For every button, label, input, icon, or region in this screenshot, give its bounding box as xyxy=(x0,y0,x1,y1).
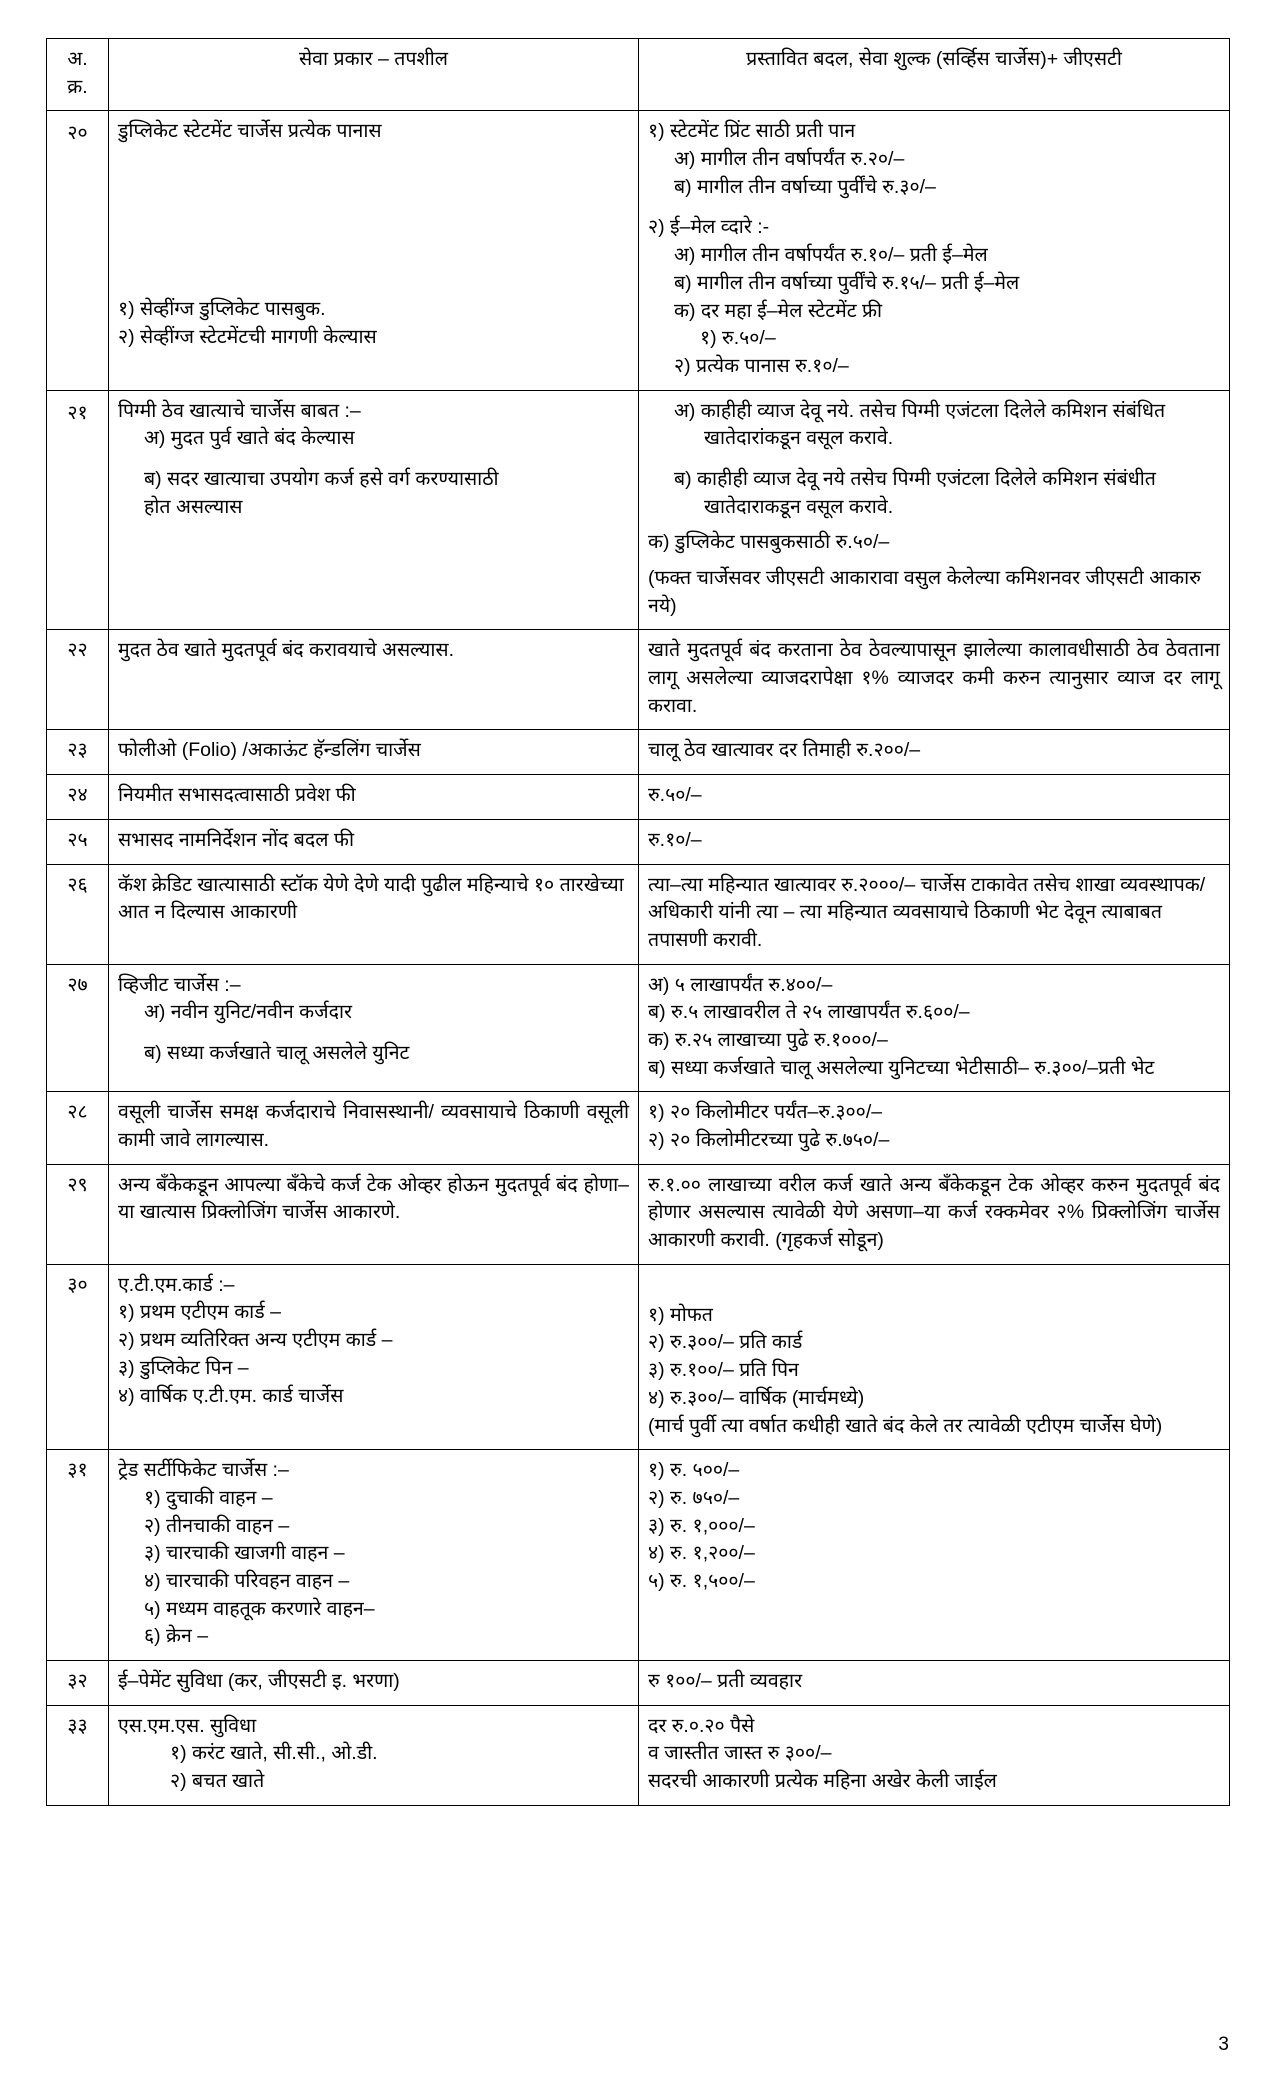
row-charge xyxy=(639,1705,1230,1805)
service-charges-table xyxy=(46,38,1230,1806)
row-charge xyxy=(639,819,1230,864)
charge-line: २) ई–मेल व्दारे :- xyxy=(648,216,770,239)
charge-line: ब) मागील तीन वर्षाच्या पुर्वींचे रु.१५/– प्रती ई–मेल xyxy=(674,271,1020,294)
charge-line: सदरची आकारणी प्रत्येक महिना अखेर केली जाईल xyxy=(648,1770,997,1793)
charge-line: (फक्त चार्जेसवर जीएसटी आकारावा वसुल केलेल्या कमिशनवर जीएसटी आकारु नये) xyxy=(648,567,1201,617)
row-charge xyxy=(639,864,1230,964)
charge-line: १) स्टेटमेंट प्रिंट साठी प्रती पान xyxy=(648,120,856,143)
charge-line: २) २० किलोमीटरच्या पुढे रु.७५०/– xyxy=(648,1129,890,1151)
row-charge xyxy=(639,730,1230,775)
service-line: १) दुचाकी वाहन – xyxy=(144,1486,273,1509)
row-serial: २९ xyxy=(47,1164,109,1264)
table-row xyxy=(47,1092,1230,1164)
table-row xyxy=(47,1164,1230,1264)
charge-line: दर रु.०.२० पैसे xyxy=(648,1714,755,1737)
row-charge xyxy=(639,964,1230,1092)
charge-line: रु.१०/– xyxy=(648,828,702,851)
service-line: १) करंट खाते, सी.सी., ओ.डी. xyxy=(170,1742,378,1765)
charge-line: २) रु. ७५०/– xyxy=(648,1486,740,1509)
table-row xyxy=(47,1661,1230,1706)
spacer xyxy=(648,521,1220,529)
service-line: ४) वार्षिक ए.टी.एम. कार्ड चार्जेस xyxy=(118,1384,344,1407)
row-charge xyxy=(639,1264,1230,1449)
row-service xyxy=(109,964,639,1092)
row-serial: २६ xyxy=(47,864,109,964)
charge-line: क) रु.२५ लाखाच्या पुढे रु.१०००/– xyxy=(648,1028,888,1051)
spacer xyxy=(648,453,1220,466)
charge-line: क) डुप्लिकेट पासबुकसाठी रु.५०/– xyxy=(648,531,890,554)
service-line: ब) सध्या कर्जखाते चालू असलेले युनिट xyxy=(144,1041,410,1064)
row-serial: ३० xyxy=(47,1264,109,1449)
row-service xyxy=(109,1450,639,1661)
header-serial-line1: अ. xyxy=(67,48,88,70)
row-service xyxy=(109,630,639,730)
row-serial: २५ xyxy=(47,819,109,864)
service-line: सभासद नामनिर्देशन नोंद बदल फी xyxy=(118,828,355,851)
table-header xyxy=(47,39,1230,111)
row-serial: २२ xyxy=(47,630,109,730)
table-row xyxy=(47,775,1230,820)
row-serial: २४ xyxy=(47,775,109,820)
service-line: अ) नवीन युनिट/नवीन कर्जदार xyxy=(144,1001,352,1024)
row-service xyxy=(109,1705,639,1805)
spacer xyxy=(118,176,629,206)
charge-line: रु.५०/– xyxy=(648,784,702,807)
charge-line: व जास्तीत जास्त रु ३००/– xyxy=(648,1742,832,1765)
service-line: १) प्रथम एटीएम कार्ड – xyxy=(118,1301,281,1324)
row-service xyxy=(109,390,639,630)
row-charge xyxy=(639,390,1230,630)
service-line: नियमीत सभासदत्वासाठी प्रवेश फी xyxy=(118,784,356,807)
service-line: वसूली चार्जेस समक्ष कर्जदाराचे निवासस्थानी/ व्यवसायाचे ठिकाणी वसूली कामी जावे लागल्यास. xyxy=(118,1101,629,1151)
spacer xyxy=(648,201,1220,214)
spacer xyxy=(118,453,629,466)
charge-line: रु.१.०० लाखाच्या वरील कर्ज खाते अन्य बॅंकेकडून टेक ओव्हर करुन मुदतपूर्व बंद होणार असल्यास त्यावेळी येणे असणा–या कर्ज रक्कमेवर २% प्रिक्लोजिंग चार्जेस आकारणी करावी. (गृहकर्ज सोडून) xyxy=(648,1173,1220,1252)
row-service xyxy=(109,864,639,964)
row-charge xyxy=(639,1164,1230,1264)
charge-line: खाते मुदतपूर्व बंद करताना ठेव ठेवल्यापासून झालेल्या कालावधीसाठी ठेव ठेवताना लागू असलेल्या व्याजदरापेक्षा १% व्याजदर कमी करुन त्यानुसार व्याज दर लागू करावा. xyxy=(648,639,1220,717)
row-service xyxy=(109,1661,639,1706)
service-line: फोलीओ (Folio) /अकाऊंट हॅन्डलिंग चार्जेस xyxy=(118,739,421,762)
row-service xyxy=(109,1264,639,1449)
charge-line: चालू ठेव खात्यावर दर तिमाही रु.२००/– xyxy=(648,739,921,762)
charge-line: १) रु. ५००/– xyxy=(648,1459,740,1482)
row-charge xyxy=(639,630,1230,730)
row-serial: ३२ xyxy=(47,1661,109,1706)
row-service xyxy=(109,1164,639,1264)
service-line: ४) चारचाकी परिवहन वाहन – xyxy=(144,1569,350,1592)
charge-line: अ) ५ लाखापर्यंत रु.४००/– xyxy=(648,973,833,996)
charge-line: रु १००/– प्रती व्यवहार xyxy=(648,1670,803,1692)
service-line: ६) क्रेन – xyxy=(144,1625,209,1648)
service-line: ३) चारचाकी खाजगी वाहन – xyxy=(144,1542,345,1565)
service-line: डुप्लिकेट स्टेटमेंट चार्जेस प्रत्येक पानास xyxy=(118,120,382,143)
service-line: मुदत ठेव खाते मुदतपूर्व बंद करावयाचे असल्यास. xyxy=(118,639,455,662)
charge-line: १) मोफत xyxy=(648,1303,713,1326)
table-row xyxy=(47,864,1230,964)
service-line: पिग्मी ठेव खात्याचे चार्जेस बाबत :– xyxy=(118,399,361,422)
table-row xyxy=(47,964,1230,1092)
charge-line: ५) रु. १,५००/– xyxy=(648,1569,755,1592)
spacer xyxy=(648,1272,1220,1302)
table-body xyxy=(47,111,1230,1805)
service-line: ब) सदर खात्याचा उपयोग कर्ज हसे वर्ग करण्यासाठी xyxy=(144,467,499,490)
header-charge: प्रस्तावित बदल, सेवा शुल्क (सर्व्हिस चार्जेस)+ जीएसटी xyxy=(639,39,1230,111)
charge-line: त्या–त्या महिन्यात खात्यावर रु.२०००/– चार्जेस टाकावेत तसेच शाखा व्यवस्थापक/अधिकारी यांनी त्या – त्या महिन्यात व्यवसायाचे ठिकाणी भेट देवून त्याबाबत तपासणी करावी. xyxy=(648,873,1206,951)
row-serial: २८ xyxy=(47,1092,109,1164)
spacer xyxy=(118,146,629,176)
charge-line: ब) रु.५ लाखावरील ते २५ लाखापर्यंत रु.६००/– xyxy=(648,1001,970,1024)
header-service-type: सेवा प्रकार – तपशील xyxy=(109,39,639,111)
header-serial-line2: क्र. xyxy=(67,75,88,98)
charge-line: १) २० किलोमीटर पर्यंत–रु.३००/– xyxy=(648,1101,883,1124)
charge-line: २) प्रत्येक पानास रु.१०/– xyxy=(674,354,849,377)
charge-line: १) रु.५०/– xyxy=(700,327,776,350)
service-line: अ) मुदत पुर्व खाते बंद केल्यास xyxy=(144,427,355,450)
table-row xyxy=(47,1264,1230,1449)
row-charge xyxy=(639,775,1230,820)
service-line: ए.टी.एम.कार्ड :– xyxy=(118,1273,235,1296)
charge-line: ब) मागील तीन वर्षाच्या पुर्वींचे रु.३०/– xyxy=(674,175,936,198)
service-line: होत असल्यास xyxy=(144,495,243,518)
row-serial: २७ xyxy=(47,964,109,1092)
header-serial xyxy=(47,39,109,111)
charge-line: २) रु.३००/– प्रति कार्ड xyxy=(648,1331,803,1354)
spacer xyxy=(118,266,629,296)
header-row xyxy=(47,39,1230,111)
service-line: २) बचत खाते xyxy=(170,1770,265,1793)
service-line: अन्य बॅंकेकडून आपल्या बॅंकेचे कर्ज टेक ओव्हर होऊन मुदतपूर्व बंद होणा–या खात्यास प्रिक्लोजिंग चार्जेस आकारणे. xyxy=(118,1173,629,1224)
row-serial: २३ xyxy=(47,730,109,775)
page-number: 3 xyxy=(1218,2034,1229,2055)
charge-line: ३) रु. १,०००/– xyxy=(648,1514,755,1537)
row-service xyxy=(109,1092,639,1164)
charge-line: ४) रु. १,२००/– xyxy=(648,1542,755,1565)
service-line: कॅश क्रेडिट खात्यासाठी स्टॉक येणे देणे यादी पुढील महिन्याचे १० तारखेच्या आत न दिल्यास आकारणी xyxy=(118,873,624,924)
spacer xyxy=(118,206,629,236)
service-line: ५) मध्यम वाहतूक करणारे वाहन– xyxy=(144,1597,375,1620)
row-charge xyxy=(639,1450,1230,1661)
charge-line: क) दर महा ई–मेल स्टेटमेंट फ्री xyxy=(674,299,883,322)
service-line: ट्रेड सर्टीफिकेट चार्जेस :– xyxy=(118,1459,289,1482)
table-row xyxy=(47,630,1230,730)
row-charge xyxy=(639,111,1230,390)
service-line: ३) डुप्लिकेट पिन – xyxy=(118,1356,249,1379)
service-line: २) प्रथम व्यतिरिक्त अन्य एटीएम कार्ड – xyxy=(118,1329,393,1352)
spacer xyxy=(648,557,1220,565)
charge-line: अ) मागील तीन वर्षापर्यंत रु.१०/– प्रती ई–मेल xyxy=(674,244,988,267)
charge-line: ४) रु.३००/– वार्षिक (मार्चमध्ये) xyxy=(648,1386,865,1409)
charge-line: (मार्च पुर्वी त्या वर्षात कधीही खाते बंद केले तर त्यावेळी एटीएम चार्जेस घेणे) xyxy=(648,1414,1163,1437)
service-line: २) तीनचाकी वाहन – xyxy=(144,1514,290,1537)
charge-line: ब) सध्या कर्जखाते चालू असलेल्या युनिटच्या भेटीसाठी– रु.३००/–प्रती भेट xyxy=(648,1056,1155,1079)
service-line: एस.एम.एस. सुविधा xyxy=(118,1714,257,1737)
service-line: व्हिजीट चार्जेस :– xyxy=(118,973,241,996)
row-serial: २१ xyxy=(47,390,109,630)
charge-line: अ) मागील तीन वर्षापर्यंत रु.२०/– xyxy=(674,148,905,171)
row-serial: २० xyxy=(47,111,109,390)
charge-line: ब) काहीही व्याज देवू नये तसेच पिग्मी एजंटला दिलेले कमिशन संबंधीत खातेदाराकडून वसूल करावे. xyxy=(674,467,1156,518)
service-line: ई–पेमेंट सुविधा (कर, जीएसटी इ. भरणा) xyxy=(118,1670,400,1692)
service-line: २) सेव्हींग्ज स्टेटमेंटची मागणी केल्यास xyxy=(118,325,377,348)
row-charge xyxy=(639,1092,1230,1164)
row-serial: ३१ xyxy=(47,1450,109,1661)
row-service xyxy=(109,730,639,775)
table-row xyxy=(47,111,1230,390)
table-row xyxy=(47,1705,1230,1805)
table-row xyxy=(47,1450,1230,1661)
service-line: १) सेव्हींग्ज डुप्लिकेट पासबुक. xyxy=(118,298,326,321)
table-row xyxy=(47,390,1230,630)
row-charge xyxy=(639,1661,1230,1706)
spacer xyxy=(118,236,629,266)
row-service xyxy=(109,819,639,864)
row-service xyxy=(109,775,639,820)
row-service xyxy=(109,111,639,390)
charge-line: अ) काहीही व्याज देवू नये. तसेच पिग्मी एजंटला दिलेले कमिशन संबंधित खातेदारांकडून वसूल करावे. xyxy=(674,399,1166,450)
charge-line: ३) रु.१००/– प्रति पिन xyxy=(648,1359,799,1382)
table-row xyxy=(47,730,1230,775)
spacer xyxy=(118,1027,629,1040)
row-serial: ३३ xyxy=(47,1705,109,1805)
table-row xyxy=(47,819,1230,864)
